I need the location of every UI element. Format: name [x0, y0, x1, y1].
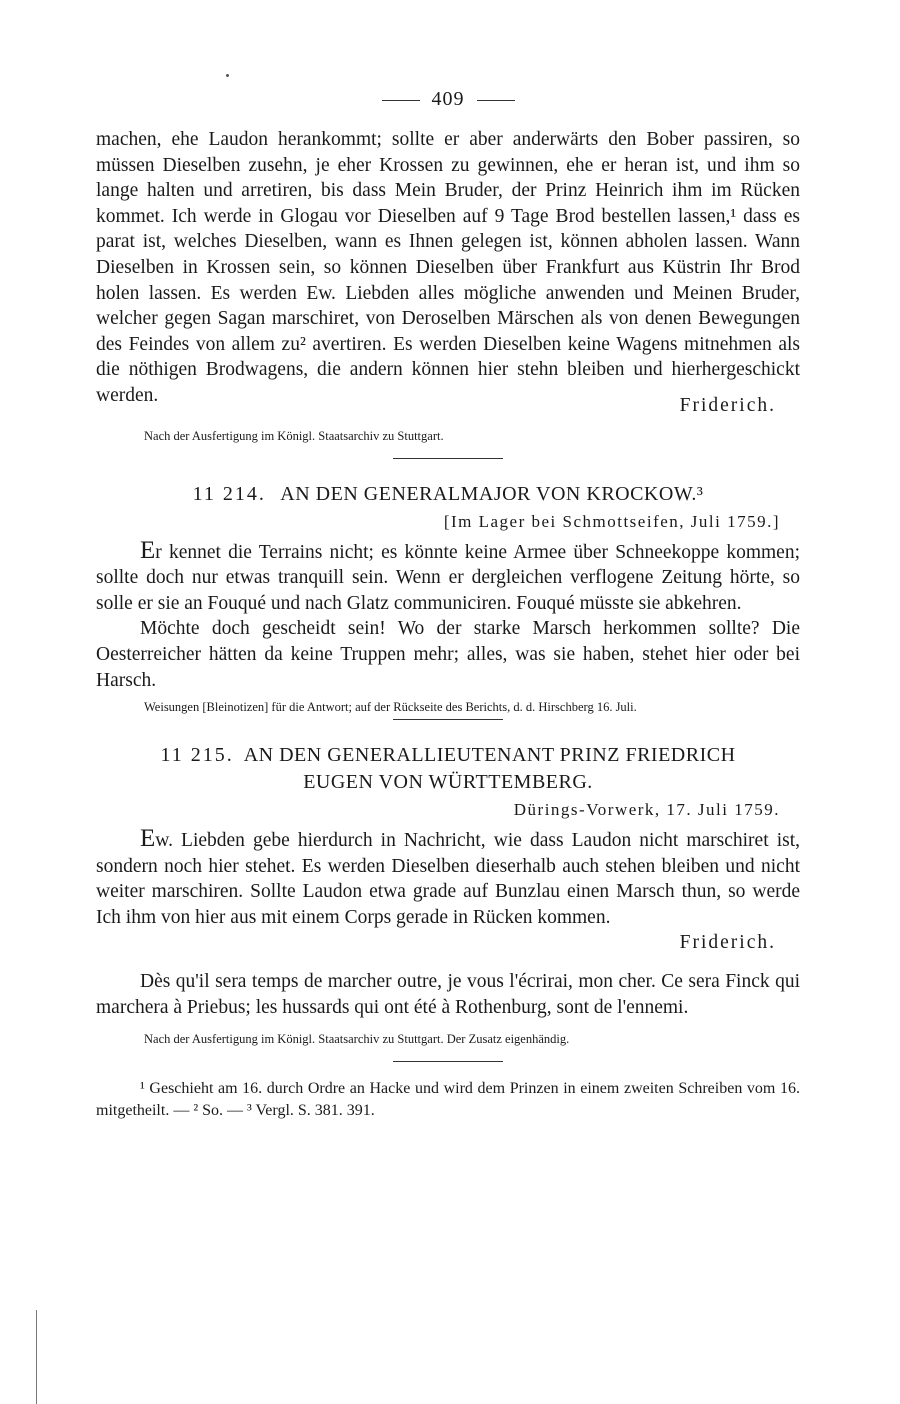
- signature-2: Friderich.: [679, 932, 776, 954]
- source-note-2: Nach der Ausfertigung im Königl. Staatsarchiv zu Stuttgart. Der Zusatz eigenhändig.: [144, 1031, 570, 1046]
- letter-11214-number: 11 214.: [192, 482, 266, 505]
- letter-11214-note: Weisungen [Bleinotizen] für die Antwort; auf der Rückseite des Berichts, d. d. Hirschberg 16. Juli.: [144, 700, 637, 715]
- letter-11214-paragraph-2: Möchte doch gescheidt sein! Wo der starke Marsch herkommen sollte? Die Oesterreicher hätten da keine Truppen mehr; alles, was sie haben, stehet hier oder bei Harsch.: [96, 618, 800, 691]
- letter-11215-dateline: Dürings-Vorwerk, 17. Juli 1759.: [513, 800, 780, 820]
- letter-11215-heading-line-1: [96, 742, 800, 769]
- stray-mark: [226, 74, 229, 77]
- footnotes: ¹ Geschieht am 16. durch Ordre an Hacke und wird dem Prinzen in einem zweiten Schreiben vom 16. mitgetheilt. — ² So. — ³ Vergl. S. 381. 391.: [96, 1079, 800, 1119]
- letter-11215-paragraph-1: [96, 826, 800, 930]
- signature-1: Friderich.: [679, 394, 776, 416]
- letter-11215-postscript: Dès qu'il sera temps de marcher outre, je vous l'écrirai, mon cher. Ce sera Finck qui marchera à Priebus; les hussards qui ont été à Rothenburg, sont de l'ennemi.: [96, 971, 800, 1019]
- letter-11214-dateline: [Im Lager bei Schmottseifen, Juli 1759.]: [443, 511, 780, 531]
- footnote-divider: [393, 1061, 503, 1062]
- section-divider-1: [393, 458, 503, 459]
- letter-11215-title-2: EUGEN VON WÜRTTEMBERG.: [303, 771, 593, 794]
- letter-11215-number: 11 215.: [160, 744, 234, 767]
- letter-11214-paragraph-1: [96, 538, 800, 617]
- header-dash-left: [382, 100, 420, 101]
- margin-line: [36, 1310, 37, 1404]
- page-body: [96, 88, 800, 1122]
- intro-paragraph: machen, ehe Laudon herankommt; sollte er aber anderwärts den Bober passiren, so müssen Dieselben zusehn, je eher Krossen zu gewinnen, ehe er heran ist, und ihm so lange halten und arretiren, bis dass Mein Bruder, der Prinz Heinrich ihm im Rücken kommet. Ich werde in Glogau vor Dieselben auf 9 Tage Brod bestellen lassen,¹ dass es parat ist, welches Dieselben, wann es Ihnen gelegen ist, können abholen lassen. Wann Dieselben in Krossen sein, so können Dieselben über Frankfurt aus Küstrin Ihr Brod holen lassen. Es werden Ew. Liebden alles mögliche anwenden und Meinen Bruder, welcher gegen Sagan marschiret, von Deroselben Märschen als von denen Bewegungen des Feindes von allem zu² avertiren. Es werden Dieselben keine Wagens mitnehmen als die nöthigen Brodwagens, die andern können hier stehn bleiben und hierhergeschickt werden.: [96, 129, 800, 406]
- page-number: 409: [431, 88, 465, 110]
- letter-11214-paragraph-1-text: r kennet die Terrains nicht; es könnte keine Armee über Schneekoppe kommen; sollte doch nur etwas tranquill sein. Wenn er dergleichen verflogene Zeitung hörte, so solle er sie an Fouqué und nach Glatz communiciren. Fouqué müsste sie abkehren.: [96, 541, 800, 614]
- section-divider-2: [393, 719, 503, 720]
- letter-11214-title: AN DEN GENERALMAJOR VON KROCKOW.³: [280, 482, 704, 505]
- letter-11215-title-1: AN DEN GENERALLIEUTENANT PRINZ FRIEDRICH: [243, 744, 736, 767]
- page-header: [96, 88, 800, 111]
- header-dash-right: [477, 100, 515, 101]
- source-note-1: Nach der Ausfertigung im Königl. Staatsarchiv zu Stuttgart.: [144, 428, 444, 443]
- letter-11215-paragraph-1-text: w. Liebden gebe hierdurch in Nachricht, wie dass Laudon nicht marschiret ist, sondern noch hier stehet. Es werden Dieselben dieserhalb auch stehen bleiben und nicht weiter marschiren. Sollte Laudon etwa grade auf Bunzlau einen Marsch thun, so werde Ich ihm von hier aus mit einem Corps gerade in Rücken kommen.: [96, 830, 800, 928]
- letter-11215-initial: E: [140, 825, 156, 853]
- letter-11215-heading: [96, 742, 800, 796]
- letter-11214-heading: [96, 481, 800, 508]
- letter-11214-initial: E: [140, 536, 156, 564]
